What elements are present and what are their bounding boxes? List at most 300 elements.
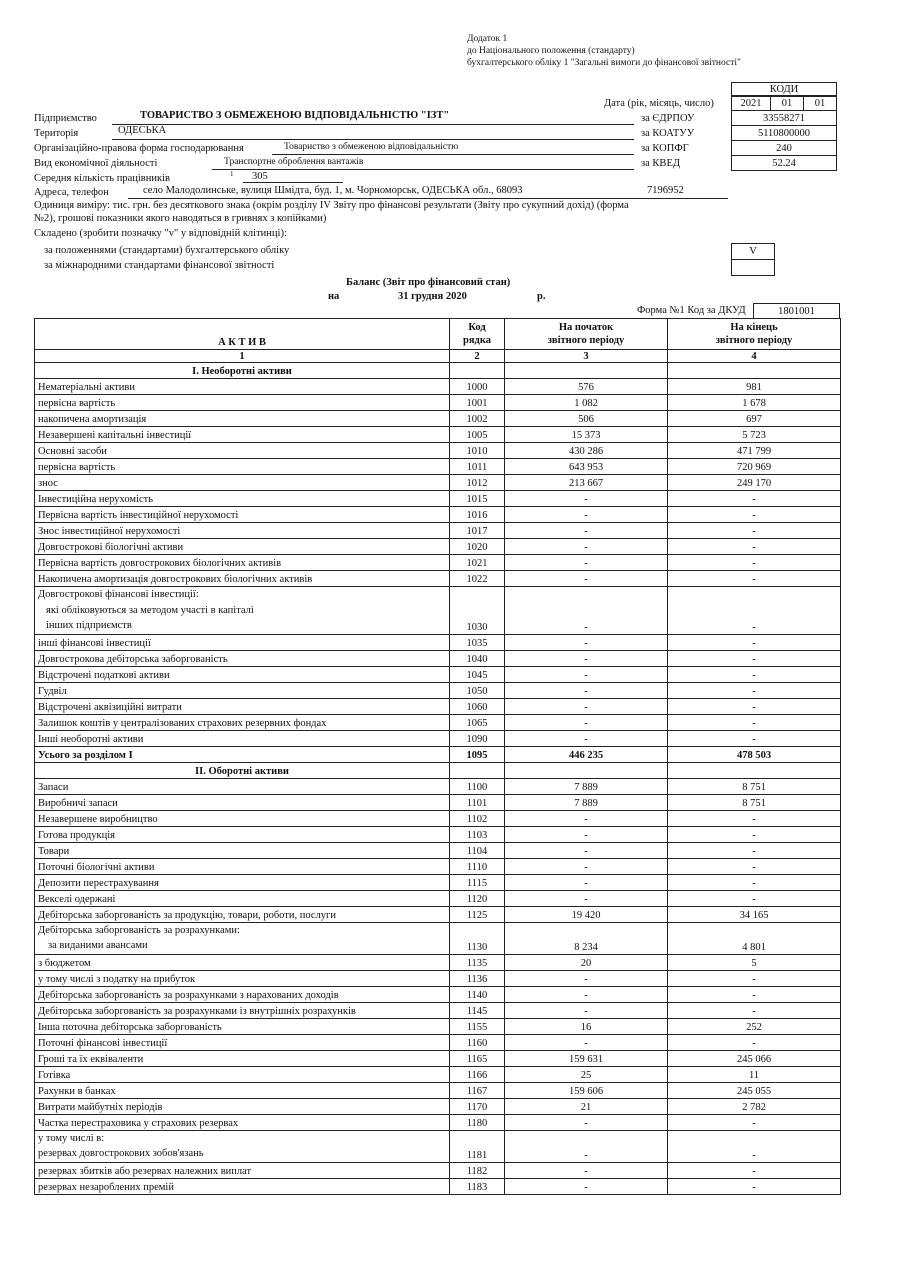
row-code: 1050 xyxy=(450,682,505,698)
row-end-value: 11 xyxy=(668,1066,841,1082)
column-number-2: 2 xyxy=(450,350,505,363)
row-label: Відстрочені податкові активи xyxy=(35,666,450,682)
table-row xyxy=(35,730,841,746)
koatuu-code: 5110800000 xyxy=(731,125,837,141)
edrpou-label: за ЄДРПОУ xyxy=(641,113,695,124)
row-start-value: - xyxy=(505,970,668,986)
row-end-value: - xyxy=(668,1130,841,1162)
date-month: 01 xyxy=(770,96,804,111)
row-start-value: 576 xyxy=(505,379,668,395)
row-code: 1160 xyxy=(450,1034,505,1050)
row-start-value: - xyxy=(505,1130,668,1162)
row-start-value: - xyxy=(505,650,668,666)
row-label: Поточні біологічні активи xyxy=(35,858,450,874)
row-start-value: - xyxy=(505,714,668,730)
on-label: на xyxy=(328,291,340,302)
row-start-value: - xyxy=(505,1162,668,1178)
appendix-line-3: бухгалтерського обліку 1 "Загальні вимоги до фінансової звітності" xyxy=(467,58,741,68)
table-row xyxy=(35,986,841,1002)
row-label: Первісна вартість інвестиційної нерухомості xyxy=(35,507,450,523)
activity-label: Вид економічної діяльності xyxy=(34,158,158,169)
row-label: Готівка xyxy=(35,1066,450,1082)
row-start-value: - xyxy=(505,507,668,523)
document-title: Баланс (Звіт про фінансовий стан) xyxy=(346,277,511,288)
edrpou-code: 33558271 xyxy=(731,110,837,126)
codes-title: КОДИ xyxy=(731,82,837,96)
table-row xyxy=(35,427,841,443)
row-code: 1065 xyxy=(450,714,505,730)
row-label: первісна вартість xyxy=(35,395,450,411)
row-end-value: 8 751 xyxy=(668,794,841,810)
table-row xyxy=(35,507,841,523)
row-start-value: - xyxy=(505,634,668,650)
row-start-value: 25 xyxy=(505,1066,668,1082)
table-row xyxy=(35,491,841,507)
section-title: II. Оборотні активи xyxy=(35,762,450,778)
table-row xyxy=(35,539,841,555)
row-label: Гудвіл xyxy=(35,682,450,698)
row-code: 1015 xyxy=(450,491,505,507)
row-start-value: 7 889 xyxy=(505,778,668,794)
row-code: 1022 xyxy=(450,571,505,587)
standards-international-label: за міжнародними стандартами фінансової звітності xyxy=(44,260,275,271)
row-label: Інша поточна дебіторська заборгованість xyxy=(35,1018,450,1034)
territory-underline xyxy=(112,139,634,140)
legal-form-underline xyxy=(272,154,634,155)
row-code: 1095 xyxy=(450,746,505,762)
kved-code: 52.24 xyxy=(731,155,837,171)
row-label-lines xyxy=(38,1131,446,1162)
table-row xyxy=(35,810,841,826)
address-value: село Малодолинське, вулиця Шмідта, буд. 1, м. Чорноморськ, ОДЕСЬКА обл., 68093 xyxy=(143,185,523,196)
row-label: Інвестиційна нерухомість xyxy=(35,491,450,507)
row-end-value: - xyxy=(668,571,841,587)
table-row xyxy=(35,1002,841,1018)
row-start-value: 430 286 xyxy=(505,443,668,459)
row-end-value: - xyxy=(668,634,841,650)
row-end-value: - xyxy=(668,810,841,826)
row-start-value: - xyxy=(505,698,668,714)
row-code: 1125 xyxy=(450,906,505,922)
row-start-value: - xyxy=(505,682,668,698)
table-row xyxy=(35,1114,841,1130)
row-end-value: - xyxy=(668,874,841,890)
table-row xyxy=(35,411,841,427)
row-end-value: 5 xyxy=(668,954,841,970)
prepared-label: Складено (зробити позначку "v" у відповідній клітинці): xyxy=(34,228,287,239)
row-label-lines xyxy=(38,923,446,954)
kved-label: за КВЕД xyxy=(641,158,681,169)
table-row xyxy=(35,443,841,459)
row-label-line: за виданими авансами xyxy=(48,940,148,951)
row-end-value: 720 969 xyxy=(668,459,841,475)
row-code: 1012 xyxy=(450,475,505,491)
row-label: Рахунки в банках xyxy=(35,1082,450,1098)
table-row xyxy=(35,1034,841,1050)
row-start-value: 159 606 xyxy=(505,1082,668,1098)
table-row xyxy=(35,1178,841,1194)
enterprise-name: ТОВАРИСТВО З ОБМЕЖЕНОЮ ВІДПОВІДАЛЬНІСТЮ "ІЗТ" xyxy=(140,110,450,121)
table-row xyxy=(35,858,841,874)
row-start-value: 159 631 xyxy=(505,1050,668,1066)
date-year: 2021 xyxy=(731,96,771,111)
table-row xyxy=(35,666,841,682)
row-start-value: 19 420 xyxy=(505,906,668,922)
koatuu-label: за КОАТУУ xyxy=(641,128,695,139)
row-code: 1005 xyxy=(450,427,505,443)
table-row xyxy=(35,1018,841,1034)
row-end-value: - xyxy=(668,507,841,523)
row-label xyxy=(35,1130,450,1162)
row-end-value: - xyxy=(668,858,841,874)
appendix-line-2: до Національного положення (стандарту) xyxy=(467,46,635,56)
header-start-line-2: звітного періоду xyxy=(547,335,625,346)
table-row xyxy=(35,650,841,666)
row-start-value: 213 667 xyxy=(505,475,668,491)
row-end-value: 249 170 xyxy=(668,475,841,491)
row-start-cell xyxy=(505,762,668,778)
row-label: у тому числі з податку на прибуток xyxy=(35,970,450,986)
row-start-value: - xyxy=(505,1034,668,1050)
table-row xyxy=(35,555,841,571)
units-line-2: №2), грошові показники якого наводяться в гривнях з копійками) xyxy=(34,213,327,224)
table-row xyxy=(35,1066,841,1082)
row-code: 1045 xyxy=(450,666,505,682)
row-start-value: 8 234 xyxy=(505,922,668,954)
row-end-value: 478 503 xyxy=(668,746,841,762)
row-label: Залишок коштів у централізованих страхових резервних фондах xyxy=(35,714,450,730)
row-code: 1016 xyxy=(450,507,505,523)
row-code-cell xyxy=(450,363,505,379)
row-start-value: - xyxy=(505,666,668,682)
territory-label: Територія xyxy=(34,128,79,139)
row-label: Довгострокова дебіторська заборгованість xyxy=(35,650,450,666)
row-code: 1011 xyxy=(450,459,505,475)
employees-underline xyxy=(243,182,343,183)
row-label: інші фінансові інвестиції xyxy=(35,634,450,650)
row-label: первісна вартість xyxy=(35,459,450,475)
row-start-value: 506 xyxy=(505,411,668,427)
row-label-line: інших підприємств xyxy=(46,620,132,631)
row-end-value: - xyxy=(668,1178,841,1194)
header-start xyxy=(505,319,668,350)
row-code: 1102 xyxy=(450,810,505,826)
row-label: резервах незароблених премій xyxy=(35,1178,450,1194)
row-code-cell xyxy=(450,762,505,778)
table-row xyxy=(35,970,841,986)
address-underline xyxy=(128,198,728,199)
row-start-value: 20 xyxy=(505,954,668,970)
row-label: Готова продукція xyxy=(35,826,450,842)
row-code: 1180 xyxy=(450,1114,505,1130)
standards-international-checkbox[interactable] xyxy=(731,259,775,276)
standards-national-label: за положеннями (стандартами) бухгалтерського обліку xyxy=(44,245,290,256)
row-end-value: 697 xyxy=(668,411,841,427)
units-line-1: Одиниця виміру: тис. грн. без десяткового знака (окрім розділу IV Звіту про фінансові результати (Звіту про сукупний дохід) (форма xyxy=(34,200,629,211)
row-start-value: 1 082 xyxy=(505,395,668,411)
row-end-value: - xyxy=(668,1034,841,1050)
row-start-cell xyxy=(505,363,668,379)
row-code: 1170 xyxy=(450,1098,505,1114)
row-end-value: 245 055 xyxy=(668,1082,841,1098)
row-end-value: - xyxy=(668,986,841,1002)
table-row xyxy=(35,794,841,810)
column-number-4: 4 xyxy=(668,350,841,363)
employees-mark: 1 xyxy=(230,170,234,178)
table-row xyxy=(35,523,841,539)
row-label: Відстрочені аквізиційні витрати xyxy=(35,698,450,714)
row-label: Запаси xyxy=(35,778,450,794)
row-start-value: - xyxy=(505,587,668,635)
row-end-value: - xyxy=(668,491,841,507)
enterprise-underline xyxy=(112,124,634,125)
row-end-value: - xyxy=(668,698,841,714)
row-start-value: - xyxy=(505,539,668,555)
section-2-row xyxy=(35,762,841,778)
balance-table xyxy=(34,318,841,1195)
row-code: 1135 xyxy=(450,954,505,970)
row-start-value: - xyxy=(505,874,668,890)
kopfg-label: за КОПФГ xyxy=(641,143,689,154)
activity-underline xyxy=(212,169,634,170)
row-label: Дебіторська заборгованість за розрахунками із внутрішніх розрахунків xyxy=(35,1002,450,1018)
row-end-value: - xyxy=(668,1002,841,1018)
row-end-value: - xyxy=(668,1114,841,1130)
standards-national-checkbox[interactable]: V xyxy=(731,243,775,260)
row-code: 1035 xyxy=(450,634,505,650)
row-label: резервах збитків або резервах належних виплат xyxy=(35,1162,450,1178)
table-row xyxy=(35,459,841,475)
table-row xyxy=(35,395,841,411)
appendix-line-1: Додаток 1 xyxy=(467,34,508,44)
row-code: 1130 xyxy=(450,922,505,954)
row-end-value: - xyxy=(668,970,841,986)
row-code: 1020 xyxy=(450,539,505,555)
table-row xyxy=(35,778,841,794)
row-code: 1155 xyxy=(450,1018,505,1034)
row-label: з бюджетом xyxy=(35,954,450,970)
row-label-line: Довгострокові фінансові інвестиції: xyxy=(38,589,199,600)
row-start-value: 7 889 xyxy=(505,794,668,810)
table-row xyxy=(35,379,841,395)
row-code: 1100 xyxy=(450,778,505,794)
header-code-line-2: рядка xyxy=(463,335,491,346)
row-code: 1183 xyxy=(450,1178,505,1194)
row-start-value: - xyxy=(505,810,668,826)
row-end-cell xyxy=(668,363,841,379)
row-code: 1166 xyxy=(450,1066,505,1082)
header-code-line-1: Код xyxy=(468,322,486,333)
row-code: 1040 xyxy=(450,650,505,666)
row-code: 1103 xyxy=(450,826,505,842)
header-end xyxy=(668,319,841,350)
row-code: 1017 xyxy=(450,523,505,539)
row-code: 1140 xyxy=(450,986,505,1002)
row-label: Основні засоби xyxy=(35,443,450,459)
row-end-value: 1 678 xyxy=(668,395,841,411)
form-code: 1801001 xyxy=(753,303,840,319)
row-code: 1104 xyxy=(450,842,505,858)
row-end-value: - xyxy=(668,650,841,666)
row-label: Незавершене виробництво xyxy=(35,810,450,826)
row-start-value: - xyxy=(505,986,668,1002)
row-end-value: 245 066 xyxy=(668,1050,841,1066)
row-label: Гроші та їх еквіваленти xyxy=(35,1050,450,1066)
row-code: 1000 xyxy=(450,379,505,395)
row-start-value: - xyxy=(505,858,668,874)
row-start-value: 16 xyxy=(505,1018,668,1034)
row-label: Накопичена амортизація довгострокових біологічних активів xyxy=(35,571,450,587)
employees-label: Середня кількість працівників xyxy=(34,173,170,184)
row-code: 1120 xyxy=(450,890,505,906)
activity-value: Транспортне оброблення вантажів xyxy=(224,157,364,167)
row-label: Первісна вартість довгострокових біологічних активів xyxy=(35,555,450,571)
row-start-value: - xyxy=(505,523,668,539)
row-code: 1167 xyxy=(450,1082,505,1098)
header-end-line-2: звітного періоду xyxy=(715,335,793,346)
row-code: 1136 xyxy=(450,970,505,986)
row-end-value: - xyxy=(668,730,841,746)
reserves-row xyxy=(35,1130,841,1162)
row-label: Дебіторська заборгованість за розрахунками з нарахованих доходів xyxy=(35,986,450,1002)
header-code xyxy=(450,319,505,350)
row-start-value: - xyxy=(505,1178,668,1194)
row-label: знос xyxy=(35,475,450,491)
row-code: 1002 xyxy=(450,411,505,427)
row-end-value: - xyxy=(668,666,841,682)
row-code: 1060 xyxy=(450,698,505,714)
row-end-value: - xyxy=(668,1162,841,1178)
row-end-value: - xyxy=(668,539,841,555)
territory-value: ОДЕСЬКА xyxy=(118,125,167,136)
row-label-line: Дебіторська заборгованість за розрахунками: xyxy=(38,924,240,936)
row-start-value: 21 xyxy=(505,1098,668,1114)
address-label: Адреса, телефон xyxy=(34,187,109,198)
form-label: Форма №1 Код за ДКУД xyxy=(637,305,746,316)
table-row xyxy=(35,1082,841,1098)
row-label-line: у тому числі в: xyxy=(38,1132,105,1144)
row-code: 1165 xyxy=(450,1050,505,1066)
row-label: Витрати майбутніх періодів xyxy=(35,1098,450,1114)
financial-investments-row xyxy=(35,587,841,635)
date-label: Дата (рік, місяць, число) xyxy=(604,98,714,109)
row-label: Довгострокові біологічні активи xyxy=(35,539,450,555)
legal-form-label: Організаційно-правова форма господарювання xyxy=(34,143,244,154)
row-code: 1010 xyxy=(450,443,505,459)
row-end-value: - xyxy=(668,890,841,906)
row-end-value: 2 782 xyxy=(668,1098,841,1114)
row-start-value: 15 373 xyxy=(505,427,668,443)
row-end-value: - xyxy=(668,555,841,571)
row-code: 1021 xyxy=(450,555,505,571)
receivables-row xyxy=(35,922,841,954)
row-label-line: резервах довгострокових зобов'язань xyxy=(38,1148,204,1159)
table-row xyxy=(35,698,841,714)
row-label: накопичена амортизація xyxy=(35,411,450,427)
table-row xyxy=(35,1098,841,1114)
table-row xyxy=(35,874,841,890)
header-start-line-1: На початок xyxy=(558,322,614,333)
row-end-value: - xyxy=(668,826,841,842)
row-label: Знос інвестиційної нерухомості xyxy=(35,523,450,539)
column-number-3: 3 xyxy=(505,350,668,363)
row-start-value: - xyxy=(505,890,668,906)
employees-count: 305 xyxy=(252,171,268,182)
header-end-line-1: На кінець xyxy=(730,322,778,333)
row-label xyxy=(35,922,450,954)
row-end-value: 5 723 xyxy=(668,427,841,443)
row-label: Депозити перестрахування xyxy=(35,874,450,890)
row-end-value: 981 xyxy=(668,379,841,395)
report-date: 31 грудня 2020 xyxy=(398,291,467,302)
row-label: Дебіторська заборгованість за продукцію, товари, роботи, послуги xyxy=(35,906,450,922)
year-suffix: р. xyxy=(537,291,546,302)
row-code: 1101 xyxy=(450,794,505,810)
row-code: 1115 xyxy=(450,874,505,890)
table-row xyxy=(35,906,841,922)
row-start-value: - xyxy=(505,571,668,587)
row-start-value: 643 953 xyxy=(505,459,668,475)
row-code: 1145 xyxy=(450,1002,505,1018)
table-row xyxy=(35,634,841,650)
enterprise-label: Підприємство xyxy=(34,113,97,124)
row-end-value: - xyxy=(668,523,841,539)
row-label-lines xyxy=(38,587,446,634)
table-row xyxy=(35,890,841,906)
row-label xyxy=(35,587,450,635)
row-label-line: які обліковуються за методом участі в капіталі xyxy=(46,604,254,616)
legal-form-value: Товариство з обмеженою відповідальністю xyxy=(284,142,459,152)
row-code: 1090 xyxy=(450,730,505,746)
row-code: 1182 xyxy=(450,1162,505,1178)
row-label: Інші необоротні активи xyxy=(35,730,450,746)
row-end-value: - xyxy=(668,587,841,635)
row-end-value: 4 801 xyxy=(668,922,841,954)
section-title: I. Необоротні активи xyxy=(35,363,450,379)
kopfg-code: 240 xyxy=(731,140,837,156)
row-code: 1110 xyxy=(450,858,505,874)
row-start-value: - xyxy=(505,826,668,842)
row-start-value: 446 235 xyxy=(505,746,668,762)
date-day: 01 xyxy=(803,96,837,111)
column-number-1: 1 xyxy=(35,350,450,363)
row-label: Незавершені капітальні інвестиції xyxy=(35,427,450,443)
balance-table-body xyxy=(35,363,841,1195)
row-code: 1181 xyxy=(450,1130,505,1162)
row-end-value: 34 165 xyxy=(668,906,841,922)
row-end-value: - xyxy=(668,842,841,858)
table-row xyxy=(35,842,841,858)
table-row xyxy=(35,1050,841,1066)
table-row xyxy=(35,714,841,730)
row-start-value: - xyxy=(505,1002,668,1018)
row-end-value: - xyxy=(668,682,841,698)
row-end-cell xyxy=(668,762,841,778)
phone-value: 7196952 xyxy=(647,185,684,196)
row-start-value: - xyxy=(505,842,668,858)
table-row xyxy=(35,1162,841,1178)
row-label: Нематеріальні активи xyxy=(35,379,450,395)
row-label: Усього за розділом I xyxy=(35,746,450,762)
row-label: Частка перестраховика у страхових резервах xyxy=(35,1114,450,1130)
section-1-row xyxy=(35,363,841,379)
table-row xyxy=(35,682,841,698)
row-code: 1030 xyxy=(450,587,505,635)
table-row xyxy=(35,826,841,842)
row-end-value: - xyxy=(668,714,841,730)
row-end-value: 471 799 xyxy=(668,443,841,459)
row-label: Товари xyxy=(35,842,450,858)
